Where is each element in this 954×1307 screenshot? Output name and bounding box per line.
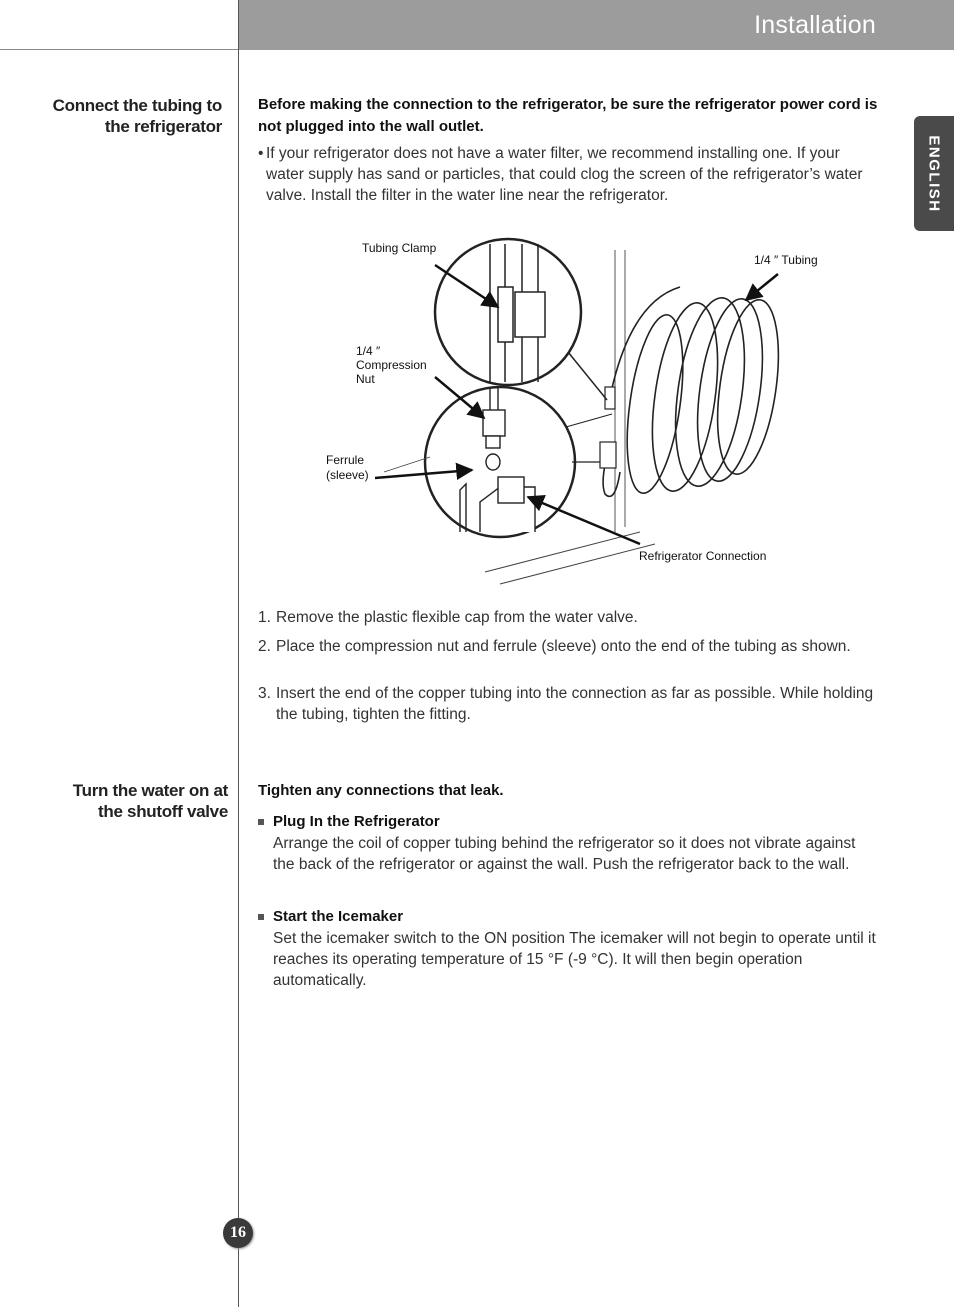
warning-text: Before making the connection to the refrigerator, be sure the refrigerator power cord is not plugged into the wall outlet. <box>258 96 878 135</box>
step-3 <box>258 683 878 725</box>
step-number: 2. <box>258 638 271 655</box>
tubing-connection-diagram <box>300 232 860 592</box>
language-tab-label: ENGLISH <box>925 134 943 213</box>
step-text: Remove the plastic flexible cap from the water valve. <box>276 609 638 626</box>
heading-line: Turn the water on at <box>72 781 228 800</box>
floor-line <box>485 532 640 572</box>
label-nut-3: Nut <box>356 372 375 386</box>
bullet-dot: • <box>258 145 264 162</box>
label-nut-1: 1/4 ″ <box>356 344 381 358</box>
arrow-tubing <box>746 274 778 300</box>
heading-line: the refrigerator <box>104 117 222 136</box>
label-tubing-clamp: Tubing Clamp <box>362 241 437 255</box>
small-clamp <box>605 387 615 409</box>
tubing-coil <box>603 287 788 497</box>
instruction-plug-in <box>258 811 878 875</box>
small-fitting <box>600 442 616 468</box>
instruction-title: Start the Icemaker <box>273 908 404 925</box>
instruction-start-icemaker <box>258 906 878 991</box>
step-text: Place the compression nut and ferrule (sleeve) onto the end of the tubing as shown. <box>276 638 851 655</box>
heading-line: the shutoff valve <box>98 802 228 821</box>
instruction-text: Arrange the coil of copper tubing behind the refrigerator so it does not vibrate against the back of the refrigerator or against the wall. Push the refrigerator back to the wall. <box>273 835 856 873</box>
page-number-badge: 16 <box>223 1218 253 1248</box>
instruction-text: Set the icemaker switch to the ON position The icemaker will not begin to operate until it reaches its operating temperature of 15 °F (-9 °C). It will then begin operation automatically. <box>273 930 876 989</box>
leak-warning: Tighten any connections that leak. <box>258 782 504 799</box>
label-nut-2: Compression <box>356 358 427 372</box>
step-number: 3. <box>258 685 271 702</box>
bullet-text: If your refrigerator does not have a water filter, we recommend installing one. If your water supply has sand or particles, that could clog the screen of the refrigerator’s water valve. Install the filter in the water line near the refrigerator. <box>266 145 863 204</box>
page-title: Installation <box>754 11 876 39</box>
step-number: 1. <box>258 609 271 626</box>
section-heading-connect-tubing <box>53 95 222 137</box>
instruction-title: Plug In the Refrigerator <box>273 813 440 830</box>
header-bar <box>238 0 954 50</box>
label-tubing: 1/4 ″ Tubing <box>754 253 818 267</box>
floor-line <box>500 544 655 584</box>
language-tab <box>914 116 954 231</box>
label-ferrule-1: Ferrule <box>326 453 365 467</box>
step-1 <box>258 607 878 628</box>
square-bullet <box>258 819 264 825</box>
ferrule-leader <box>384 457 430 472</box>
label-ferrule-2: (sleeve) <box>326 468 369 482</box>
header-rule <box>0 49 238 50</box>
label-fridge-connection: Refrigerator Connection <box>639 549 767 563</box>
column-divider <box>238 0 239 1307</box>
step-text: Insert the end of the copper tubing into the connection as far as possible. While holding the tubing, tighten the fitting. <box>276 685 874 723</box>
filter-recommendation <box>258 143 878 206</box>
diagram-svg <box>300 232 860 592</box>
square-bullet <box>258 914 264 920</box>
heading-line: Connect the tubing to <box>52 96 222 115</box>
step-2 <box>258 636 878 657</box>
section-heading-turn-water-on <box>73 780 228 822</box>
